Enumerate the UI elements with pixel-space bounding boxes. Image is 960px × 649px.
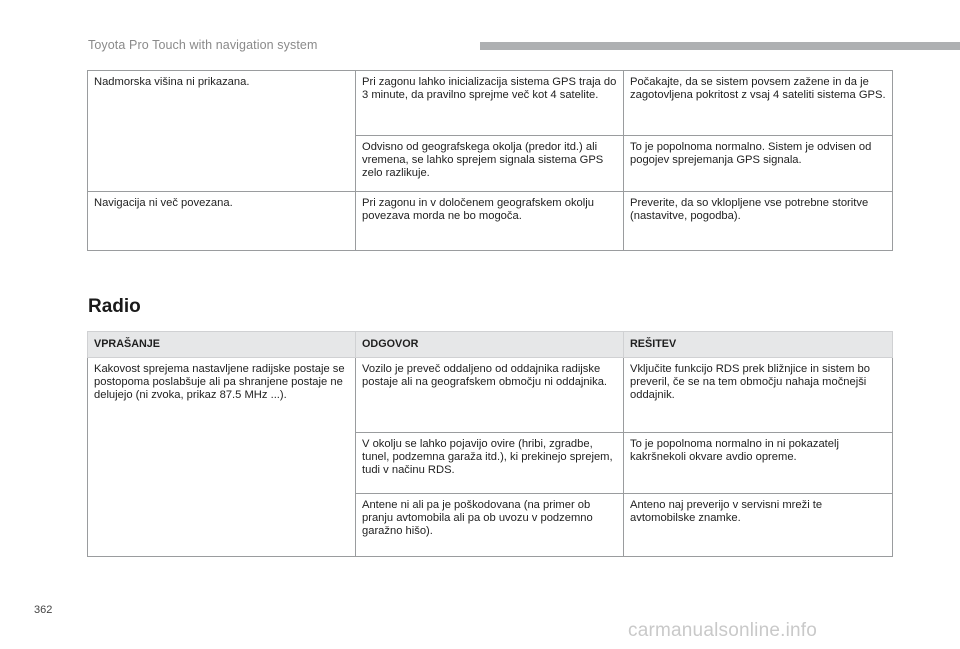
solution-cell: To je popolnoma normalno. Sistem je odvisen od pogojev sprejemanja GPS signala.	[624, 136, 893, 192]
gps-table	[87, 70, 893, 251]
question-cell: Nadmorska višina ni prikazana.	[88, 71, 356, 192]
answer-cell: Pri zagonu in v določenem geografskem okolju povezava morda ne bo mogoča.	[356, 192, 624, 251]
solution-cell: To je popolnoma normalno in ni pokazatelj kakršnekoli okvare avdio opreme.	[624, 433, 893, 494]
question-cell: Navigacija ni več povezana.	[88, 192, 356, 251]
solution-cell: Vključite funkcijo RDS prek bližnjice in sistem bo preveril, če se na tem območju nahaja močnejši oddajnik.	[624, 358, 893, 433]
question-cell: Kakovost sprejema nastavljene radijske postaje se postopoma poslabšuje ali pa shranjene postaje ne delujejo (ni zvoka, prikaz 87.5 MHz ...).	[88, 358, 356, 557]
radio-table	[87, 331, 893, 557]
column-header-answer: ODGOVOR	[356, 332, 624, 358]
answer-cell: Odvisno od geografskega okolja (predor itd.) ali vremena, se lahko sprejem signala sistema GPS zelo razlikuje.	[356, 136, 624, 192]
answer-cell: V okolju se lahko pojavijo ovire (hribi, zgradbe, tunel, podzemna garaža itd.), ki prekinejo sprejem, tudi v načinu RDS.	[356, 433, 624, 494]
column-header-solution: REŠITEV	[624, 332, 893, 358]
solution-cell: Anteno naj preverijo v servisni mreži te avtomobilske znamke.	[624, 494, 893, 557]
header-title: Toyota Pro Touch with navigation system	[88, 38, 318, 52]
table-row	[88, 192, 893, 251]
section-title-radio: Radio	[88, 296, 141, 317]
table-row	[88, 358, 893, 433]
table-row	[88, 71, 893, 136]
solution-cell: Počakajte, da se sistem povsem zažene in da je zagotovljena pokritost z vsaj 4 sateliti sistema GPS.	[624, 71, 893, 136]
solution-cell: Preverite, da so vklopljene vse potrebne storitve (nastavitve, pogodba).	[624, 192, 893, 251]
page-number: 362	[34, 604, 53, 616]
header-bar	[480, 42, 960, 50]
answer-cell: Pri zagonu lahko inicializacija sistema GPS traja do 3 minute, da pravilno sprejme več kot 4 satelite.	[356, 71, 624, 136]
table-header-row	[88, 332, 893, 358]
column-header-question: VPRAŠANJE	[88, 332, 356, 358]
answer-cell: Antene ni ali pa je poškodovana (na primer ob pranju avtomobila ali pa ob uvozu v podzemno garažno hišo).	[356, 494, 624, 557]
watermark: carmanualsonline.info	[628, 620, 818, 641]
answer-cell: Vozilo je preveč oddaljeno od oddajnika radijske postaje ali na geografskem območju ni oddajnika.	[356, 358, 624, 433]
